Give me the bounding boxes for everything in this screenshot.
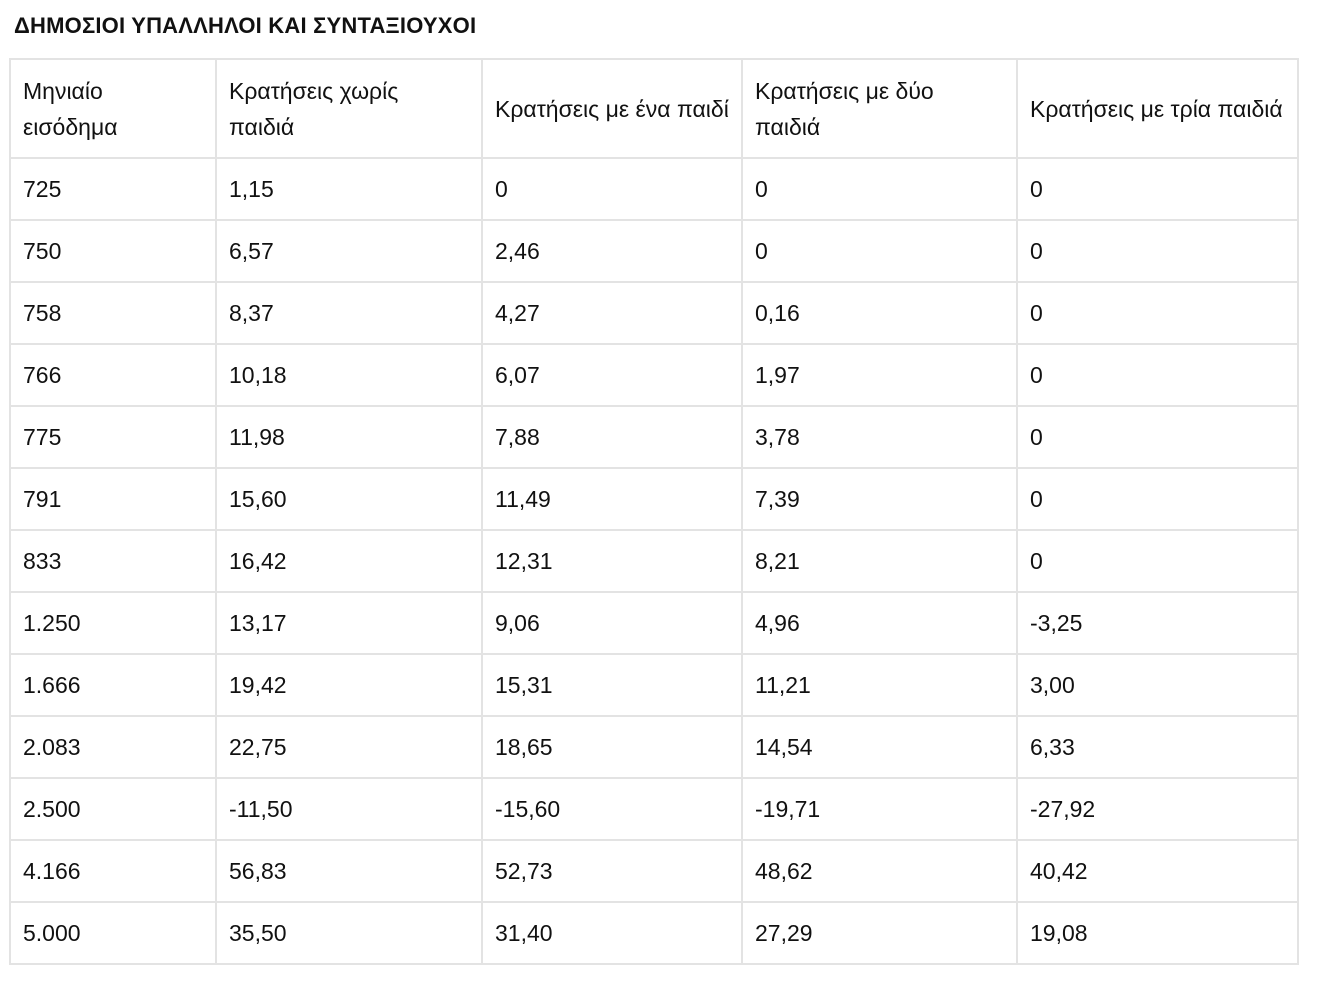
table-cell: 6,33 (1017, 716, 1298, 778)
table-cell: 7,88 (482, 406, 742, 468)
table-cell: 2,46 (482, 220, 742, 282)
table-cell: 8,21 (742, 530, 1017, 592)
table-cell: -15,60 (482, 778, 742, 840)
table-cell: 758 (10, 282, 216, 344)
table-cell: 9,06 (482, 592, 742, 654)
table-cell: 19,08 (1017, 902, 1298, 964)
table-cell: 15,31 (482, 654, 742, 716)
table-cell: -3,25 (1017, 592, 1298, 654)
table-cell: 15,60 (216, 468, 482, 530)
table-row (10, 220, 1298, 282)
table-cell: 2.083 (10, 716, 216, 778)
table-body (10, 158, 1298, 964)
table-cell: 6,07 (482, 344, 742, 406)
table-cell: 18,65 (482, 716, 742, 778)
table-cell: 2.500 (10, 778, 216, 840)
table-cell: 22,75 (216, 716, 482, 778)
table-cell: 4,27 (482, 282, 742, 344)
table-cell: 0 (1017, 530, 1298, 592)
table-cell: 0 (1017, 158, 1298, 220)
table-cell: 0,16 (742, 282, 1017, 344)
table-cell: 1.250 (10, 592, 216, 654)
table-cell: 40,42 (1017, 840, 1298, 902)
table-row (10, 902, 1298, 964)
table-cell: 791 (10, 468, 216, 530)
table-cell: 0 (742, 158, 1017, 220)
column-header-three-children: Κρατήσεις με τρία παιδιά (1017, 59, 1298, 158)
table-cell: -19,71 (742, 778, 1017, 840)
table-cell: 48,62 (742, 840, 1017, 902)
table-cell: -11,50 (216, 778, 482, 840)
table-cell: 0 (1017, 220, 1298, 282)
table-cell: 35,50 (216, 902, 482, 964)
table-cell: 1,15 (216, 158, 482, 220)
table-row (10, 840, 1298, 902)
table-row (10, 778, 1298, 840)
table-cell: 7,39 (742, 468, 1017, 530)
table-cell: 0 (742, 220, 1017, 282)
table-row (10, 468, 1298, 530)
table-cell: 10,18 (216, 344, 482, 406)
column-header-one-child: Κρατήσεις με ένα παιδί (482, 59, 742, 158)
table-cell: 725 (10, 158, 216, 220)
table-cell: 8,37 (216, 282, 482, 344)
table-cell: 13,17 (216, 592, 482, 654)
table-cell: -27,92 (1017, 778, 1298, 840)
table-cell: 12,31 (482, 530, 742, 592)
table-row (10, 592, 1298, 654)
table-cell: 52,73 (482, 840, 742, 902)
table-row (10, 158, 1298, 220)
table-cell: 0 (1017, 344, 1298, 406)
table-row (10, 282, 1298, 344)
deductions-table (9, 58, 1299, 965)
table-cell: 3,00 (1017, 654, 1298, 716)
table-cell: 31,40 (482, 902, 742, 964)
table-cell: 11,21 (742, 654, 1017, 716)
table-cell: 0 (482, 158, 742, 220)
table-cell: 0 (1017, 468, 1298, 530)
table-cell: 14,54 (742, 716, 1017, 778)
column-header-no-children: Κρατήσεις χωρίς παιδιά (216, 59, 482, 158)
table-cell: 56,83 (216, 840, 482, 902)
table-row (10, 344, 1298, 406)
table-cell: 19,42 (216, 654, 482, 716)
table-cell: 11,98 (216, 406, 482, 468)
column-header-monthly-income: Μηνιαίο εισόδημα (10, 59, 216, 158)
table-row (10, 530, 1298, 592)
table-cell: 1,97 (742, 344, 1017, 406)
table-cell: 16,42 (216, 530, 482, 592)
table-cell: 750 (10, 220, 216, 282)
table-cell: 766 (10, 344, 216, 406)
table-cell: 1.666 (10, 654, 216, 716)
table-cell: 4.166 (10, 840, 216, 902)
table-cell: 833 (10, 530, 216, 592)
table-cell: 775 (10, 406, 216, 468)
table-cell: 4,96 (742, 592, 1017, 654)
header-row (10, 59, 1298, 158)
table-header (10, 59, 1298, 158)
table-cell: 6,57 (216, 220, 482, 282)
table-cell: 0 (1017, 282, 1298, 344)
table-cell: 3,78 (742, 406, 1017, 468)
table-row (10, 654, 1298, 716)
table-row (10, 406, 1298, 468)
table-cell: 5.000 (10, 902, 216, 964)
page-title: ΔΗΜΟΣΙΟΙ ΥΠΑΛΛΗΛΟΙ ΚΑΙ ΣΥΝΤΑΞΙΟΥΧΟΙ (14, 13, 477, 38)
table-row (10, 716, 1298, 778)
table-cell: 27,29 (742, 902, 1017, 964)
table-cell: 0 (1017, 406, 1298, 468)
table-cell: 11,49 (482, 468, 742, 530)
column-header-two-children: Κρατήσεις με δύο παιδιά (742, 59, 1017, 158)
